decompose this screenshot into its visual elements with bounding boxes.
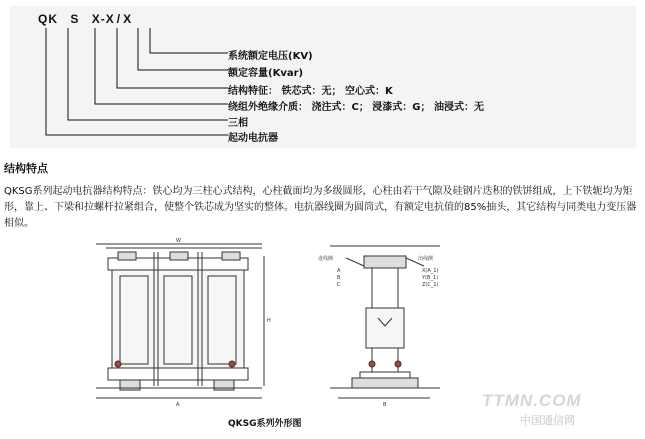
code-x1: X xyxy=(91,12,101,26)
code-qk: QK xyxy=(38,12,58,26)
code-x2: X xyxy=(105,12,115,26)
legend-capacity: 额定容量(Kvar) xyxy=(228,68,304,79)
leader-capacity xyxy=(138,28,228,70)
side-tap-2 xyxy=(395,361,401,367)
side-base xyxy=(352,378,418,388)
code-dash: - xyxy=(100,12,106,26)
leader-insulation xyxy=(95,28,228,104)
side-core-body xyxy=(366,308,404,348)
tap-label-c: C xyxy=(337,282,341,288)
dim-label-w: W xyxy=(176,238,181,244)
side-upper-coil xyxy=(372,268,398,308)
side-lower-coil xyxy=(372,348,398,372)
watermark-subtext: 中国通信网 xyxy=(520,414,575,427)
leader-three-phase xyxy=(68,28,228,120)
diagram-caption: QKSG系列外形图 xyxy=(228,419,302,429)
legend-three-phase: 三相 xyxy=(228,118,248,129)
model-code-leaders xyxy=(0,0,645,150)
front-tap-2 xyxy=(229,361,235,367)
front-terminal-1 xyxy=(118,252,136,260)
side-label-outlet: 出线侧 xyxy=(418,256,434,262)
tap-label-b: B xyxy=(337,275,341,281)
leader-starter xyxy=(46,28,228,135)
front-terminal-3 xyxy=(222,252,240,260)
outline-drawing xyxy=(0,236,645,416)
description: QKSG系列起动电抗器结构特点：铁心均为三柱心式结构，心柱截面均为多级圆形，心柱由若干气隙及硅钢片迭积的铁饼组成，上下铁轭均为矩形，靠上、下梁和拉螺杆拉紧组合，使整个铁芯成为坚实的整体。电抗器线圈为圆筒式，有额定电抗值的85%抽头，其它结构与同类电力变压器相似。 xyxy=(4,186,637,229)
tap-label-x: X(A_1) xyxy=(422,268,439,274)
leader-structure xyxy=(117,28,228,88)
tap-label-z: Z(C_1) xyxy=(422,282,439,288)
side-terminal-block xyxy=(364,256,406,268)
watermark-logo: TTMN.COM xyxy=(482,391,582,410)
front-lower-yoke xyxy=(108,368,248,380)
dim-label-b: B xyxy=(383,402,387,408)
dim-label-h: H xyxy=(267,318,271,324)
legend-voltage: 系统额定电压(KV) xyxy=(228,51,313,62)
dim-label-a: A xyxy=(176,402,180,408)
side-label-inlet: 进线侧 xyxy=(318,256,334,262)
side-inlet-lead xyxy=(346,258,364,266)
code-slash: / xyxy=(116,12,122,26)
front-tap-1 xyxy=(115,361,121,367)
code-s: S xyxy=(70,12,80,26)
front-core xyxy=(112,270,244,368)
code-x3: X xyxy=(123,12,133,26)
leader-voltage xyxy=(150,28,228,53)
tap-label-y: Y(B_1) xyxy=(422,275,439,281)
side-lower-clamp xyxy=(360,372,410,378)
side-tap-1 xyxy=(369,361,375,367)
legend-starter: 起动电抗器 xyxy=(228,133,278,144)
tap-label-a: A xyxy=(337,268,341,274)
section-title: 结构特点 xyxy=(4,162,48,175)
legend-structure: 结构特征： 铁芯式：无； 空心式：K xyxy=(228,86,393,97)
legend-insulation: 绕组外绝缘介质： 浇注式：C； 浸漆式：G； 油浸式：无 xyxy=(228,102,484,113)
front-terminal-2 xyxy=(170,252,188,260)
front-view xyxy=(96,244,264,398)
